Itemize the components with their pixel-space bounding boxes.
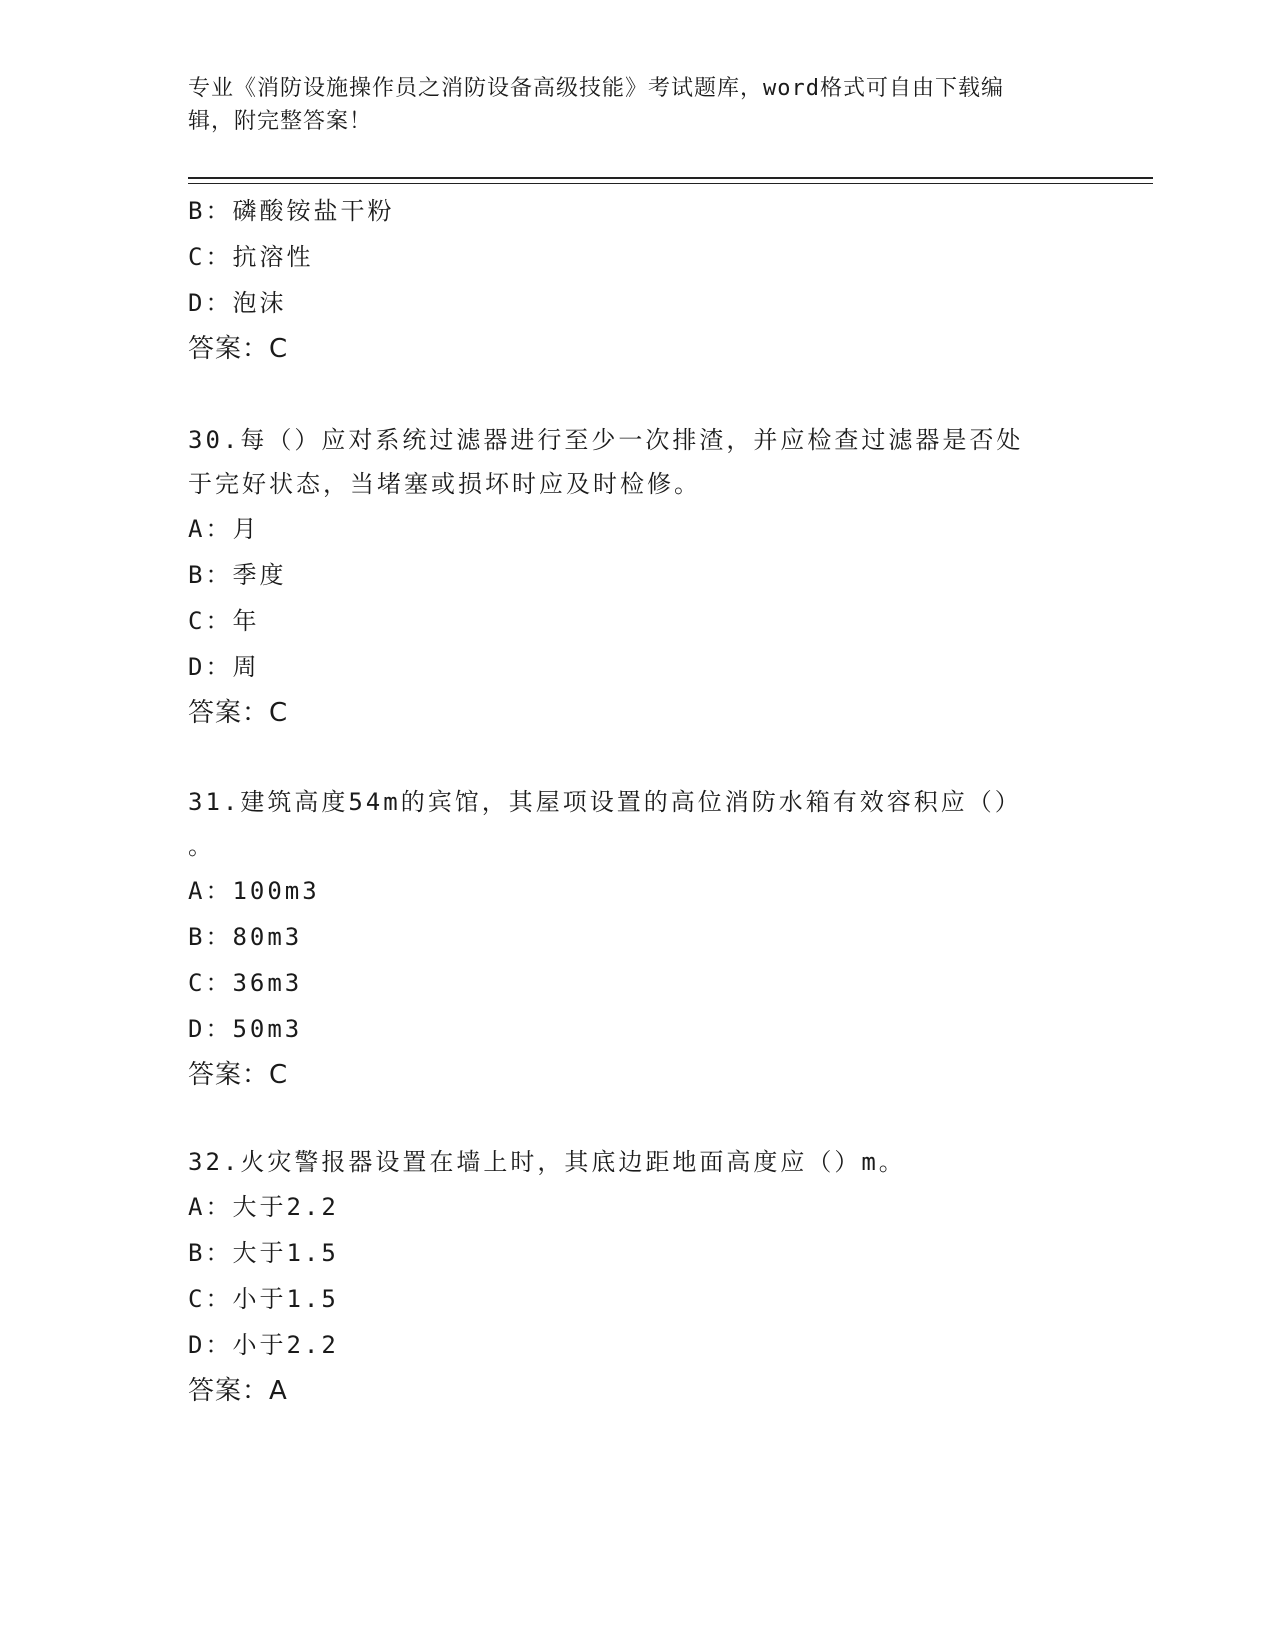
answer: [188, 690, 1088, 736]
answer: [188, 326, 1088, 372]
option-text: 80m3: [232, 923, 303, 951]
option-b: [188, 552, 1088, 598]
option-a: [188, 1184, 1088, 1230]
option-text: 大于2.2: [232, 1193, 339, 1221]
option-text: 周: [232, 653, 260, 681]
option-d: [188, 644, 1088, 690]
answer-value: A: [269, 1376, 288, 1406]
question-31: [188, 780, 1088, 1098]
option-label: C：: [188, 969, 233, 997]
header-line-2: 辑，附完整答案！: [188, 109, 373, 134]
answer-label: 答案：: [188, 1060, 270, 1090]
option-a: [188, 506, 1088, 552]
option-label: B：: [188, 923, 233, 951]
option-text: 大于1.5: [232, 1239, 339, 1267]
option-text: 抗溶性: [232, 243, 314, 271]
question-text: [188, 780, 1088, 868]
option-label: D：: [188, 1331, 233, 1359]
answer: [188, 1368, 1088, 1414]
option-label: B：: [188, 561, 233, 589]
answer-label: 答案：: [188, 1376, 270, 1406]
option-label: B：: [188, 197, 233, 225]
answer-value: C: [269, 698, 289, 728]
question-text: [188, 1140, 1088, 1184]
question-line-2: 。: [188, 832, 215, 860]
option-label: A：: [188, 515, 233, 543]
header-rule-thin: [188, 183, 1153, 184]
option-text: 100m3: [232, 877, 320, 905]
option-label: D：: [188, 289, 233, 317]
question-30: [188, 418, 1088, 736]
option-text: 36m3: [232, 969, 303, 997]
option-d: [188, 1006, 1088, 1052]
option-text: 50m3: [232, 1015, 303, 1043]
option-text: 年: [232, 607, 260, 635]
option-d: [188, 1322, 1088, 1368]
question-line-1: 32.火灾警报器设置在墙上时，其底边距地面高度应（）m。: [188, 1148, 906, 1176]
answer: [188, 1052, 1088, 1098]
answer-value: C: [269, 1060, 289, 1090]
option-d: [188, 280, 1088, 326]
question-text: [188, 418, 1088, 506]
answer-label: 答案：: [188, 698, 270, 728]
option-b: [188, 914, 1088, 960]
option-text: 月: [232, 515, 260, 543]
question-32: [188, 1140, 1088, 1414]
option-text: 季度: [232, 561, 287, 589]
question-line-2: 于完好状态，当堵塞或损坏时应及时检修。: [188, 470, 701, 498]
option-text: 小于1.5: [232, 1285, 339, 1313]
header-rule-thick: [188, 177, 1153, 179]
question-29-tail: [188, 188, 1088, 372]
question-line-1: 31.建筑高度54m的宾馆，其屋项设置的高位消防水箱有效容积应（）: [188, 788, 1022, 816]
option-c: [188, 234, 1088, 280]
option-text: 泡沫: [232, 289, 287, 317]
answer-value: C: [269, 334, 289, 364]
question-line-1: 30.每（）应对系统过滤器进行至少一次排渣，并应检查过滤器是否处: [188, 426, 1024, 454]
option-label: A：: [188, 877, 233, 905]
option-label: C：: [188, 243, 233, 271]
option-b: [188, 188, 1088, 234]
option-text: 小于2.2: [232, 1331, 339, 1359]
option-c: [188, 1276, 1088, 1322]
header-line-1: 专业《消防设施操作员之消防设备高级技能》考试题库，word格式可自由下载编: [188, 76, 1004, 101]
option-label: D：: [188, 653, 233, 681]
option-label: B：: [188, 1239, 233, 1267]
option-label: C：: [188, 1285, 233, 1313]
option-label: D：: [188, 1015, 233, 1043]
option-c: [188, 598, 1088, 644]
option-c: [188, 960, 1088, 1006]
document-header: [188, 72, 1068, 138]
answer-label: 答案：: [188, 334, 270, 364]
option-label: A：: [188, 1193, 233, 1221]
option-b: [188, 1230, 1088, 1276]
option-a: [188, 868, 1088, 914]
option-label: C：: [188, 607, 233, 635]
option-text: 磷酸铵盐干粉: [232, 197, 395, 225]
